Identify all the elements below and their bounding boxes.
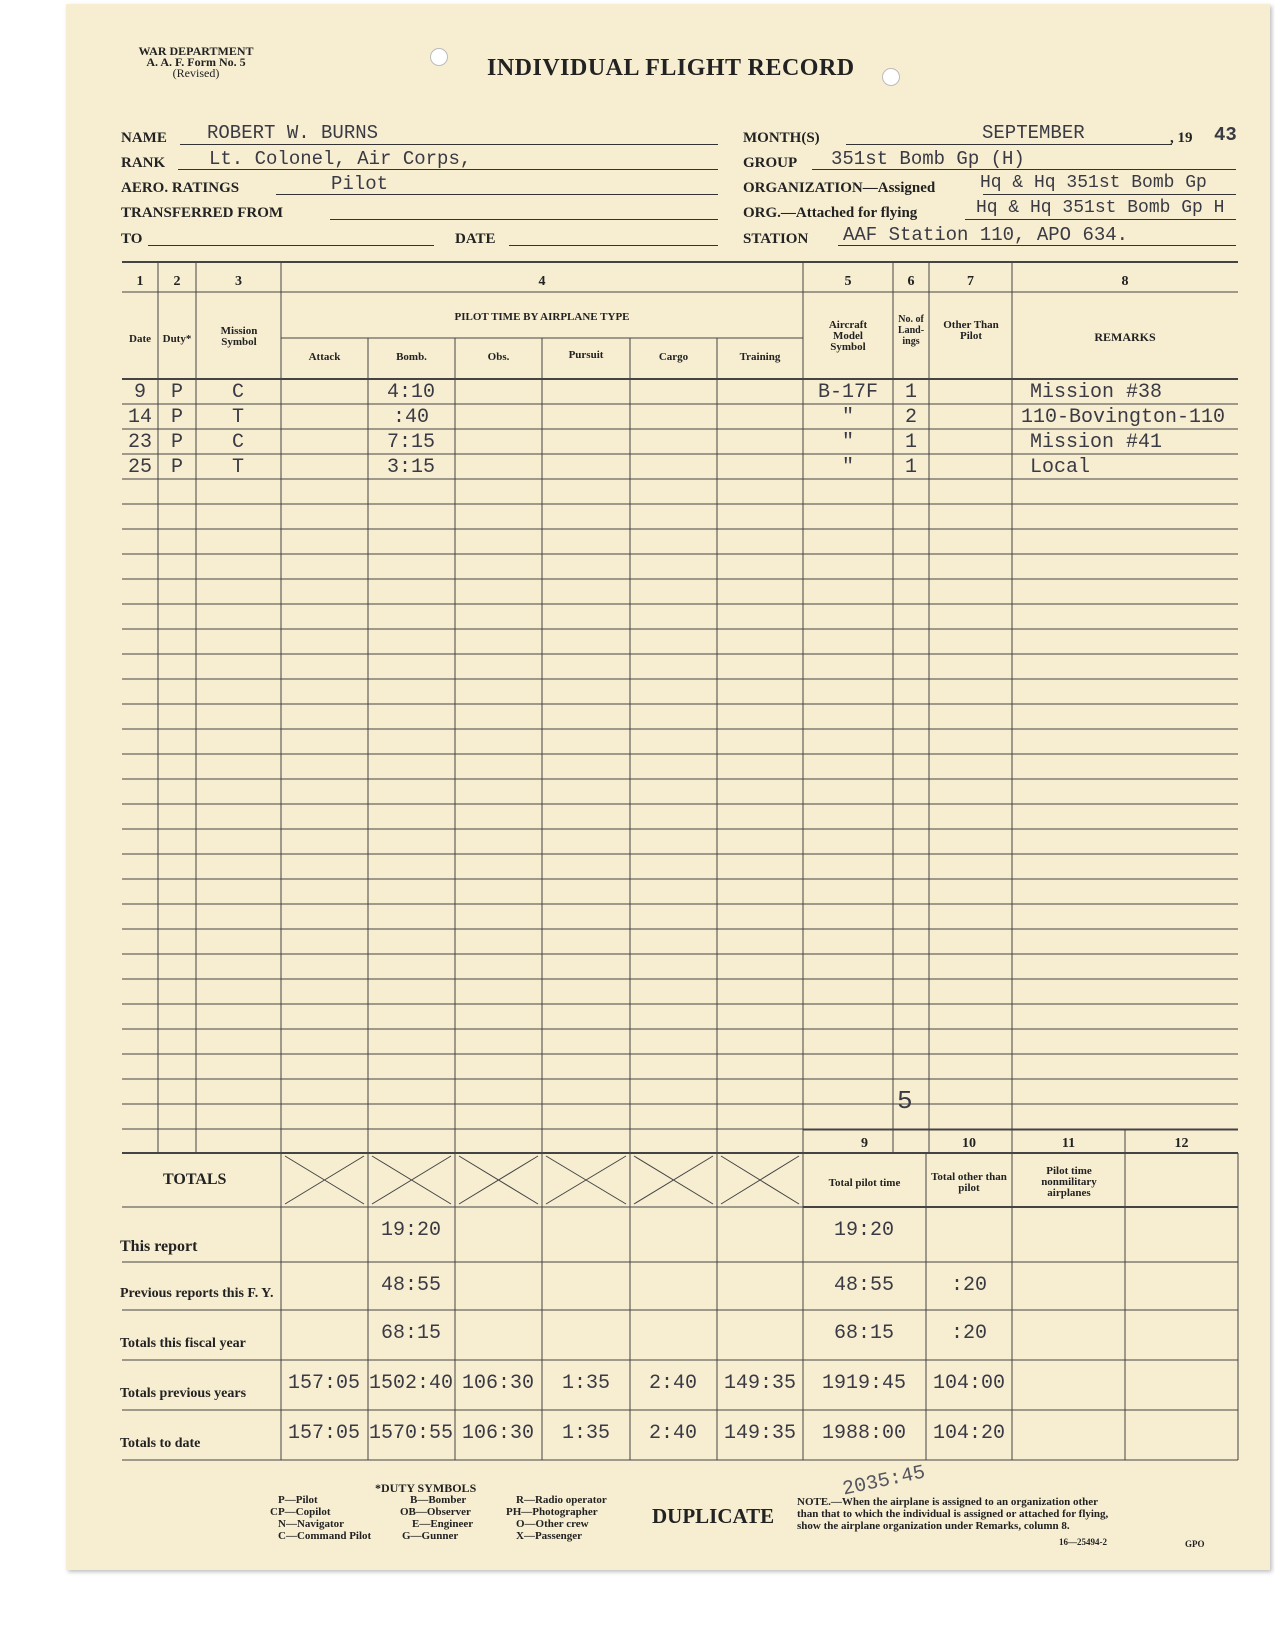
form-dept: WAR DEPARTMENT xyxy=(138,44,254,58)
form-revised: (Revised) xyxy=(172,66,220,80)
entry-aircraft: B-17F xyxy=(817,381,878,404)
totals-cell-total: 68:15 xyxy=(833,1322,894,1345)
entry-date: 9 xyxy=(133,381,146,404)
transferred-line xyxy=(330,219,718,220)
landings-header: No. of Land-ings xyxy=(897,314,925,347)
month-value: SEPTEMBER xyxy=(982,122,1085,144)
duty-n: N—Navigator xyxy=(278,1518,344,1530)
totals-cell-other: :20 xyxy=(950,1322,987,1345)
org-label: ORGANIZATION—Assigned xyxy=(743,180,936,196)
totals-cell-obs: 106:30 xyxy=(461,1372,534,1395)
colnum-3: 3 xyxy=(235,274,242,289)
duty-ph: PH—Photographer xyxy=(506,1506,598,1518)
entry-duty: P xyxy=(170,431,183,454)
entry-remarks: Mission #38 xyxy=(1030,381,1163,404)
type-cargo: Cargo xyxy=(658,351,689,363)
totals-colnum-12: 12 xyxy=(1174,1136,1189,1151)
totals-cell-total: 19:20 xyxy=(833,1219,894,1242)
totals-row-label: Previous reports this F. Y. xyxy=(120,1286,274,1301)
entry-landings: 1 xyxy=(904,431,917,454)
mission-header: Mission Symbol xyxy=(220,325,258,348)
station-label: STATION xyxy=(743,231,809,247)
name-value: ROBERT W. BURNS xyxy=(207,122,379,144)
totals-cell-training: 149:35 xyxy=(723,1422,796,1445)
duty-p: P—Pilot xyxy=(278,1494,318,1506)
entry-landings: 2 xyxy=(904,406,917,429)
date-header: Date xyxy=(129,333,151,345)
totals-cell-obs: 106:30 xyxy=(461,1422,534,1445)
entry-mission: T xyxy=(231,456,244,479)
duty-header: Duty* xyxy=(162,333,192,345)
totals-cell-other: :20 xyxy=(950,1274,987,1297)
rank-value: Lt. Colonel, Air Corps, xyxy=(209,148,472,170)
group-value: 351st Bomb Gp (H) xyxy=(831,148,1025,170)
form-number: A. A. F. Form No. 5 xyxy=(146,55,246,69)
attached-value: Hq & Hq 351st Bomb Gp H xyxy=(976,198,1225,218)
entry-remarks: Local xyxy=(1030,456,1091,479)
entry-bomb-time: 7:15 xyxy=(386,431,435,454)
total-other-header: Total other than pilot xyxy=(931,1171,1007,1194)
year-value: 43 xyxy=(1214,124,1237,146)
colnum-1: 1 xyxy=(136,274,144,289)
entry-bomb-time: 3:15 xyxy=(386,456,435,479)
margin-note: 5 xyxy=(897,1086,913,1116)
entry-bomb-time: :40 xyxy=(392,406,429,429)
entry-mission: C xyxy=(231,381,244,404)
duty-cp: CP—Copilot xyxy=(270,1506,331,1518)
month-line xyxy=(846,144,1172,145)
form-identifier xyxy=(112,46,280,79)
rank-label: RANK xyxy=(121,155,166,171)
entry-mission: C xyxy=(231,431,244,454)
entry-aircraft: " xyxy=(841,456,854,479)
totals-cell-other: 104:00 xyxy=(932,1372,1005,1395)
note-line-3: show the airplane organization under Remarks, column 8. xyxy=(797,1520,1070,1532)
name-line xyxy=(180,144,718,145)
totals-row-label: Totals to date xyxy=(120,1436,201,1451)
totals-cell-attack: 157:05 xyxy=(287,1372,360,1395)
totals-cell-bomb: 48:55 xyxy=(380,1274,441,1297)
entry-remarks: 110-Bovington-110 xyxy=(1021,406,1226,429)
nonmilitary-header: Pilot time nonmilitary airplanes xyxy=(1041,1165,1097,1199)
duty-o: O—Other crew xyxy=(516,1518,589,1530)
entry-date: 23 xyxy=(127,431,152,454)
totals-colnum-11: 11 xyxy=(1061,1136,1076,1151)
duty-symbols-col2 xyxy=(400,1494,473,1542)
name-label: NAME xyxy=(121,130,167,146)
to-line xyxy=(148,245,434,246)
entry-mission: T xyxy=(231,406,244,429)
totals-cell-training: 149:35 xyxy=(723,1372,796,1395)
duty-e: E—Engineer xyxy=(412,1518,474,1530)
footer-note xyxy=(797,1496,1108,1532)
duplicate-stamp: DUPLICATE xyxy=(652,1504,775,1528)
totals-cell-bomb: 19:20 xyxy=(380,1219,441,1242)
type-pursuit: Pursuit xyxy=(568,349,604,361)
totals-cell-pursuit: 1:35 xyxy=(561,1422,610,1445)
form-code: 16—25494-2 xyxy=(1059,1537,1107,1547)
totals-cell-attack: 157:05 xyxy=(287,1422,360,1445)
colnum-6: 6 xyxy=(907,274,915,289)
totals-row-label: Totals previous years xyxy=(120,1386,247,1401)
entry-duty: P xyxy=(170,406,183,429)
station-value: AAF Station 110, APO 634. xyxy=(843,224,1129,246)
entry-date: 25 xyxy=(127,456,152,479)
colnum-2: 2 xyxy=(173,274,181,289)
date-label: DATE xyxy=(455,231,496,247)
duty-r: R—Radio operator xyxy=(516,1494,607,1506)
totals-label: TOTALS xyxy=(163,1171,227,1188)
aero-label: AERO. RATINGS xyxy=(121,180,240,196)
type-bomb: Bomb. xyxy=(396,351,427,363)
month-label: MONTH(S) xyxy=(743,130,820,146)
year-prefix: , 19 xyxy=(1170,130,1193,146)
aero-value: Pilot xyxy=(331,173,389,195)
totals-cell-bomb: 1570:55 xyxy=(368,1422,453,1445)
colnum-4: 4 xyxy=(538,274,546,289)
type-obs: Obs. xyxy=(487,351,510,363)
totals-cell-cargo: 2:40 xyxy=(648,1372,697,1395)
type-training: Training xyxy=(739,351,781,363)
attached-label: ORG.—Attached for flying xyxy=(743,205,918,221)
date-line xyxy=(509,245,718,246)
page-title: INDIVIDUAL FLIGHT RECORD xyxy=(487,55,855,81)
totals-cell-bomb: 68:15 xyxy=(380,1322,441,1345)
duty-x: X—Passenger xyxy=(516,1530,582,1542)
colnum-8: 8 xyxy=(1121,274,1129,289)
to-label: TO xyxy=(121,231,143,247)
colnum-7: 7 xyxy=(967,274,974,289)
duty-symbols-col1 xyxy=(270,1494,400,1542)
duty-symbols-col3 xyxy=(506,1494,607,1542)
org-value: Hq & Hq 351st Bomb Gp xyxy=(980,173,1207,193)
totals-colnum-10: 10 xyxy=(962,1136,976,1151)
note-line-2: than that to which the individual is assigned or attached for flying, xyxy=(797,1508,1109,1520)
remarks-header: REMARKS xyxy=(1094,330,1156,344)
totals-cell-cargo: 2:40 xyxy=(648,1422,697,1445)
transferred-label: TRANSFERRED FROM xyxy=(121,205,284,221)
totals-cell-bomb: 1502:40 xyxy=(368,1372,453,1395)
totals-row-label: This report xyxy=(120,1238,198,1255)
totals-colnum-9: 9 xyxy=(861,1136,868,1151)
other-header: Other Than Pilot xyxy=(943,319,999,342)
org-line xyxy=(983,194,1236,195)
entry-aircraft: " xyxy=(841,406,854,429)
colnum-5: 5 xyxy=(844,274,852,289)
note-line-1: NOTE.—When the airplane is assigned to an organization other xyxy=(797,1496,1098,1508)
attached-line xyxy=(965,219,1236,220)
punch-hole-left xyxy=(430,48,448,66)
totals-cell-total: 1919:45 xyxy=(821,1372,906,1395)
entry-landings: 1 xyxy=(904,381,917,404)
entry-date: 14 xyxy=(127,406,152,429)
totals-row-label: Totals this fiscal year xyxy=(120,1336,246,1351)
entry-duty: P xyxy=(170,381,183,404)
aircraft-header: Aircraft Model Symbol xyxy=(828,319,868,353)
duty-ob: OB—Observer xyxy=(400,1506,471,1518)
handwritten-total: 2035:45 xyxy=(840,1461,928,1502)
duty-b: B—Bomber xyxy=(410,1494,467,1506)
entry-remarks: Mission #41 xyxy=(1030,431,1163,454)
totals-cell-total: 48:55 xyxy=(833,1274,894,1297)
totals-cell-total: 1988:00 xyxy=(821,1422,906,1445)
duty-c: C—Command Pilot xyxy=(278,1530,372,1542)
pilot-time-header: PILOT TIME BY AIRPLANE TYPE xyxy=(454,311,630,323)
entry-duty: P xyxy=(170,456,183,479)
totals-cell-pursuit: 1:35 xyxy=(561,1372,610,1395)
entry-aircraft: " xyxy=(841,431,854,454)
duty-g: G—Gunner xyxy=(402,1530,459,1542)
total-pilot-time-header: Total pilot time xyxy=(828,1177,901,1189)
punch-hole-right xyxy=(882,68,900,86)
totals-cell-other: 104:20 xyxy=(932,1422,1005,1445)
type-attack: Attack xyxy=(308,351,341,363)
group-label: GROUP xyxy=(743,155,798,171)
entry-landings: 1 xyxy=(904,456,917,479)
gpo-mark: GPO xyxy=(1185,1539,1205,1549)
entry-bomb-time: 4:10 xyxy=(386,381,435,404)
duty-symbols-title: *DUTY SYMBOLS xyxy=(375,1481,477,1495)
